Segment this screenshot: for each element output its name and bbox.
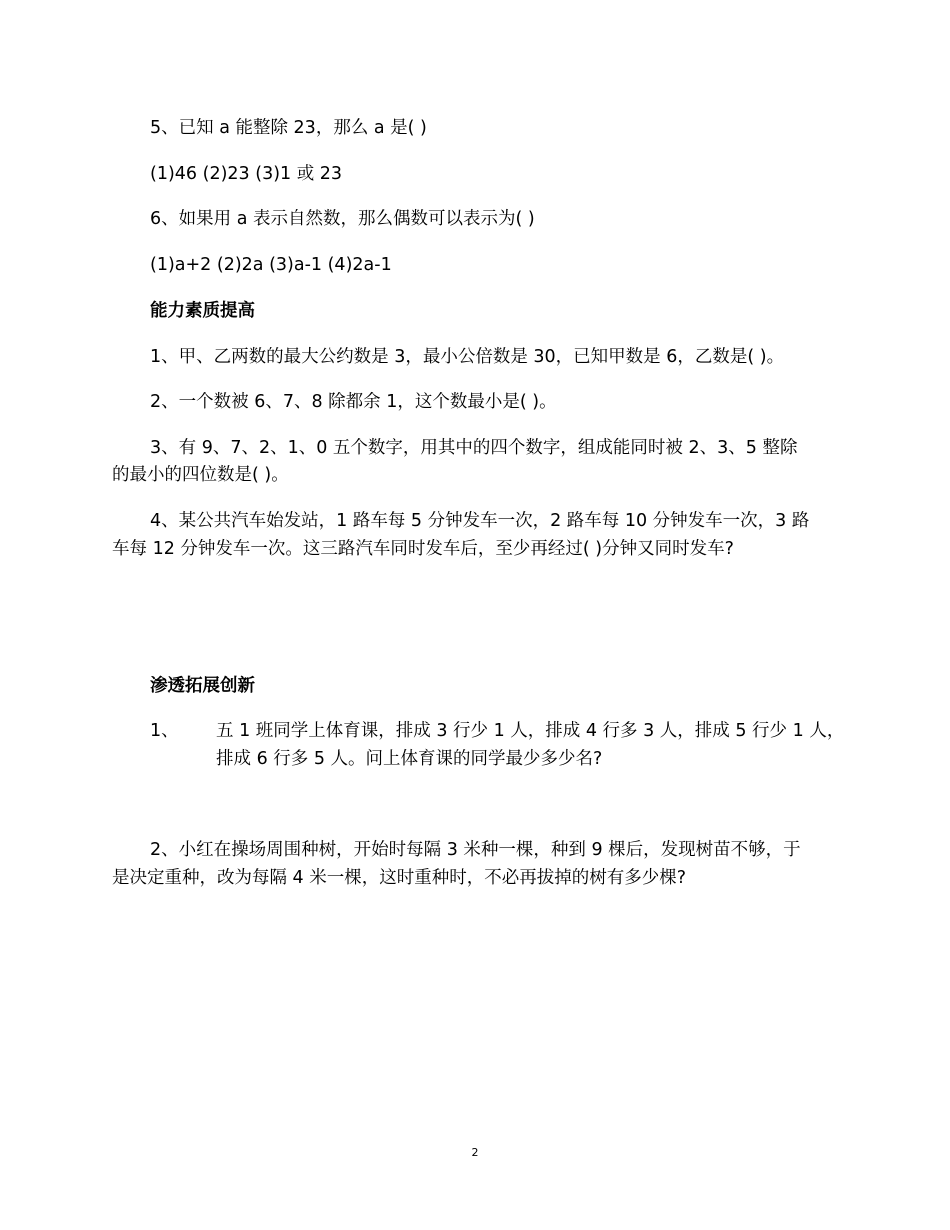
question-6-options: (1)a+2 (2)2a (3)a-1 (4)2a-1 bbox=[150, 255, 392, 275]
section-heading-extension: 渗透拓展创新 bbox=[150, 676, 255, 696]
ability-question-4-line-2: 车每 12 分钟发车一次。这三路汽车同时发车后，至少再经过( )分钟又同时发车? bbox=[112, 539, 734, 559]
ability-question-1: 1、甲、乙两数的最大公约数是 3，最小公倍数是 30，已知甲数是 6，乙数是( )。 bbox=[150, 347, 785, 367]
extension-question-1-label: 1、 bbox=[150, 721, 179, 741]
extension-question-2-line-2: 是决定重种，改为每隔 4 米一棵，这时重种时，不必再拔掉的树有多少棵? bbox=[112, 868, 687, 888]
page-number: 2 bbox=[471, 1146, 479, 1159]
ability-question-4-line-1: 4、某公共汽车始发站，1 路车每 5 分钟发车一次，2 路车每 10 分钟发车一次，3 路 bbox=[150, 511, 810, 531]
extension-question-1-line-1: 五 1 班同学上体育课，排成 3 行少 1 人，排成 4 行多 3 人，排成 5 行少 1 人， bbox=[216, 721, 845, 741]
question-5: 5、已知 a 能整除 23，那么 a 是( ) bbox=[150, 118, 427, 138]
ability-question-3-line-1: 3、有 9、7、2、1、0 五个数字，用其中的四个数字，组成能同时被 2、3、5 整除 bbox=[150, 438, 798, 458]
section-heading-ability: 能力素质提高 bbox=[150, 301, 255, 321]
question-5-options: (1)46 (2)23 (3)1 或 23 bbox=[150, 164, 343, 184]
question-6: 6、如果用 a 表示自然数，那么偶数可以表示为( ) bbox=[150, 209, 535, 229]
ability-question-2: 2、一个数被 6、7、8 除都余 1，这个数最小是( )。 bbox=[150, 392, 557, 412]
extension-question-1-line-2: 排成 6 行多 5 人。问上体育课的同学最少多少名? bbox=[216, 749, 603, 769]
ability-question-3-line-2: 的最小的四位数是( )。 bbox=[112, 465, 289, 485]
extension-question-2-line-1: 2、小红在操场周围种树，开始时每隔 3 米种一棵，种到 9 棵后，发现树苗不够，于 bbox=[150, 840, 801, 860]
